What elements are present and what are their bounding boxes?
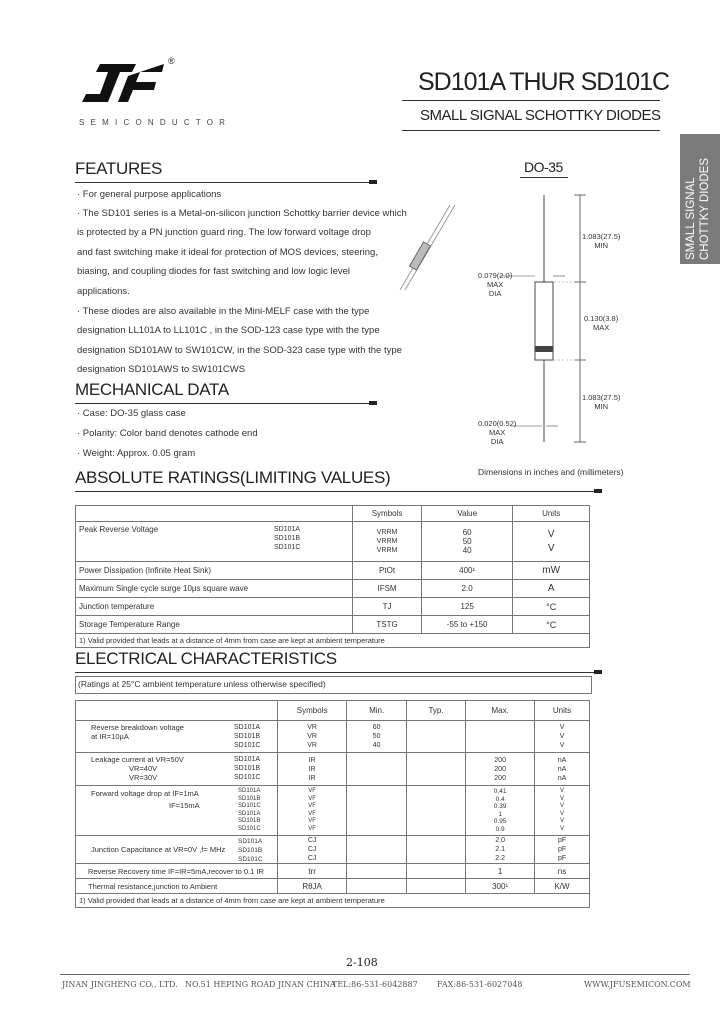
part-number: SD101A xyxy=(234,756,261,763)
dim-text: 0.130(3.8) xyxy=(584,314,619,323)
abs-header-units: Units xyxy=(513,506,590,522)
part-number: SD101B xyxy=(234,765,261,772)
features-heading: FEATURES xyxy=(75,159,163,178)
part-number: SD101C xyxy=(234,774,261,781)
mechanical-rule xyxy=(75,403,377,404)
subtitle-rule xyxy=(402,130,660,131)
el-header-symbols: Symbols xyxy=(277,701,347,721)
max-value: 0.41 xyxy=(493,788,507,795)
page-subtitle: SMALL SIGNAL SCHOTTKY DIODES xyxy=(420,107,661,124)
electrical-note: 1) Valid provided that leads at a distance of 4mm from case are kept at ambient temperature xyxy=(76,894,590,908)
mechanical-heading: MECHANICAL DATA xyxy=(75,380,229,399)
param-label: Peak Reverse Voltage xyxy=(79,525,159,534)
part-number: SD101C xyxy=(238,856,263,863)
part-number: SD101A xyxy=(238,838,263,845)
features-line: · For general purpose applications xyxy=(77,189,222,200)
footer-fax: FAX:86-531-6027048 xyxy=(437,980,523,989)
mechanical-line: · Polarity: Color band denotes cathode end xyxy=(77,428,258,439)
electrical-rule-tick xyxy=(594,670,602,674)
unit: V xyxy=(560,795,565,802)
package-name-underline xyxy=(520,177,568,178)
unit: mW xyxy=(513,562,590,580)
part-number: SD101C xyxy=(238,803,261,809)
max-value: 300¹ xyxy=(466,879,535,894)
company-logo xyxy=(78,62,168,108)
min-value: 50 xyxy=(372,733,381,740)
table-row xyxy=(76,836,590,864)
footer-tel: TEL:86-531-6042887 xyxy=(332,980,418,989)
features-line: applications. xyxy=(77,286,130,297)
electrical-heading: ELECTRICAL CHARACTERISTICS xyxy=(75,649,337,668)
features-line: · The SD101 series is a Metal-on-silicon junction Schottky barrier device which xyxy=(77,208,407,219)
param-label: Thermal resistance,junction to Ambient xyxy=(76,879,278,894)
absolute-rule-tick xyxy=(594,489,602,493)
unit: °C xyxy=(513,616,590,634)
table-row xyxy=(76,879,590,894)
table-row xyxy=(76,616,590,634)
value: 125 xyxy=(421,598,512,616)
table-row xyxy=(76,562,590,580)
features-line: designation LL101A to LL101C , in the SOD-123 case type with the type xyxy=(77,325,380,336)
unit: pF xyxy=(557,846,567,853)
param-label: Junction temperature xyxy=(76,598,353,616)
symbol: CJ xyxy=(307,855,317,862)
unit: V xyxy=(547,528,555,540)
part-number: SD101A xyxy=(274,526,301,533)
unit: V xyxy=(559,733,565,740)
features-line: and fast switching make it ideal for protection of MOS devices, steering, xyxy=(77,247,378,258)
symbol: IR xyxy=(308,774,316,782)
dim-text: 0.079(2.0) xyxy=(478,271,513,280)
absolute-note: 1) Valid provided that leads at a distance of 4mm from case are kept at ambient temperature xyxy=(76,634,590,648)
side-tab xyxy=(680,134,720,264)
value: 60 xyxy=(462,528,472,537)
param-label: Reverse Recovery time IF=IR=5mA,recover to 0.1 IR xyxy=(76,864,278,879)
param-label: IF=15mA xyxy=(169,801,200,810)
dim-text: DIA xyxy=(488,289,502,298)
electrical-rule xyxy=(75,672,602,673)
max-value: 0.4 xyxy=(495,795,505,803)
symbol: IFSM xyxy=(353,580,422,598)
electrical-condition-box xyxy=(75,676,592,694)
features-line: designation SD101AW to SW101CW, in the SOD-323 case type with the type xyxy=(77,345,402,356)
symbol: IR xyxy=(308,765,316,773)
unit: V xyxy=(559,742,565,749)
symbol: TSTG xyxy=(353,616,422,634)
part-number: SD101B xyxy=(238,795,261,802)
dim-text: 1.083(27.5) xyxy=(582,232,621,241)
param-label: Junction Capacitance at VR=0V ,f= MHz xyxy=(91,845,226,854)
title-rule xyxy=(402,100,660,101)
symbol: VF xyxy=(308,803,316,809)
value: 400¹ xyxy=(421,562,512,580)
page-title: SD101A THUR SD101C xyxy=(418,68,670,96)
unit: V xyxy=(547,542,555,554)
unit: °C xyxy=(513,598,590,616)
part-number: SD101B xyxy=(238,847,263,854)
dimensions-caption: Dimensions in inches and (millimeters) xyxy=(478,467,624,477)
company-subtitle: S E M I C O N D U C T O R xyxy=(79,118,227,127)
max-value: 0.95 xyxy=(493,818,507,825)
value: 2.0 xyxy=(421,580,512,598)
part-number: SD101A xyxy=(238,788,261,794)
param-label: Power Dissipation (Infinite Heat Sink) xyxy=(76,562,353,580)
unit: ns xyxy=(535,864,590,879)
el-header-units: Units xyxy=(535,701,590,721)
value: -55 to +150 xyxy=(421,616,512,634)
dim-text: MAX xyxy=(486,280,504,289)
registered-mark: ® xyxy=(168,56,175,66)
symbol: IR xyxy=(308,756,316,764)
footer-rule xyxy=(60,974,690,975)
min-value: 60 xyxy=(372,724,381,731)
dim-lead-top xyxy=(582,232,620,250)
symbol: CJ xyxy=(307,837,317,844)
el-header-typ: Typ. xyxy=(406,701,465,721)
unit: pF xyxy=(557,837,567,844)
part-number: SD101B xyxy=(234,733,261,740)
part-number: SD101C xyxy=(234,742,261,749)
table-row xyxy=(76,580,590,598)
features-line: biasing, and coupling diodes for fast switching and low logic level xyxy=(77,266,351,277)
symbol: VRRM xyxy=(376,547,398,554)
symbol: VRRM xyxy=(376,538,398,545)
features-rule xyxy=(75,182,377,183)
min-value: 40 xyxy=(372,742,381,749)
page-number: 2-108 xyxy=(346,956,378,969)
symbol: TJ xyxy=(353,598,422,616)
param-label: VR=40V xyxy=(129,764,158,773)
absolute-heading: ABSOLUTE RATINGS(LIMITING VALUES) xyxy=(75,468,391,487)
features-line: designation SD101AWS to SW101CWS xyxy=(77,364,246,375)
dim-body-length xyxy=(584,314,618,332)
symbol: trr xyxy=(277,864,347,879)
symbol: CJ xyxy=(307,846,317,853)
max-value: 200 xyxy=(494,765,506,773)
symbol: VF xyxy=(308,810,316,817)
unit: pF xyxy=(557,855,567,862)
dim-text: MAX xyxy=(489,428,506,437)
absolute-rule xyxy=(75,491,602,492)
dim-lead-bottom xyxy=(582,393,620,411)
dim-text: 0.020(0.52) xyxy=(478,419,517,428)
side-tab-line-1: SMALL SIGNAL xyxy=(685,177,697,260)
unit: V xyxy=(560,788,565,794)
el-header-max: Max. xyxy=(466,701,535,721)
max-value: 2.1 xyxy=(495,846,505,853)
dim-text: 1.083(27.5) xyxy=(582,393,621,402)
max-value: 200 xyxy=(494,756,506,764)
symbol: VF xyxy=(308,825,316,832)
param-label: Reverse breakdown voltage xyxy=(91,723,184,732)
max-value: 1 xyxy=(466,864,535,879)
dim-text: MAX xyxy=(592,323,610,332)
dim-text: MIN xyxy=(594,241,609,250)
absolute-ratings-table xyxy=(75,505,590,648)
mechanical-line: · Case: DO-35 glass case xyxy=(77,408,186,419)
symbol: VR xyxy=(307,724,317,731)
symbol: VF xyxy=(308,818,316,824)
mechanical-rule-tick xyxy=(369,401,377,405)
unit: nA xyxy=(557,774,567,782)
unit: V xyxy=(559,724,565,731)
unit: nA xyxy=(557,756,567,764)
symbol: VRRM xyxy=(376,529,398,536)
dim-wire-dia xyxy=(478,419,516,446)
unit: V xyxy=(560,825,565,832)
features-line: · These diodes are also available in the Mini-MELF case with the type xyxy=(77,306,370,317)
symbol: VR xyxy=(307,733,317,740)
mechanical-line: · Weight: Approx. 0.05 gram xyxy=(77,448,196,459)
part-number: SD101C xyxy=(238,825,261,832)
table-row xyxy=(76,864,590,879)
param-label: Storage Temperature Range xyxy=(76,616,353,634)
dim-text: MIN xyxy=(594,402,609,411)
symbol: VR xyxy=(307,742,317,749)
max-value: 0.39 xyxy=(493,803,507,810)
table-row xyxy=(76,721,590,753)
electrical-table xyxy=(75,700,590,908)
param-label: VR=30V xyxy=(129,773,158,782)
param-label: at IR=10µA xyxy=(91,732,129,741)
param-label: Leakage current at VR=50V xyxy=(91,755,184,764)
max-value: 2.2 xyxy=(495,855,505,862)
max-value: 0.9 xyxy=(495,825,505,833)
package-name: DO-35 xyxy=(524,159,563,175)
table-row xyxy=(76,522,590,562)
symbol: VF xyxy=(308,795,316,802)
footer-address: NO.51 HEPING ROAD JINAN CHINA xyxy=(185,980,336,989)
max-value: 2.0 xyxy=(495,837,505,844)
unit: V xyxy=(560,803,565,809)
unit: V xyxy=(560,818,565,824)
features-line: is protected by a PN junction guard ring. The low forward voltage drop xyxy=(77,227,371,238)
abs-header-symbols: Symbols xyxy=(353,506,422,522)
el-header-min: Min. xyxy=(347,701,406,721)
footer-website[interactable]: WWW.JFUSEMICON.COM xyxy=(584,980,691,989)
unit: nA xyxy=(557,765,567,773)
abs-header-value: Value xyxy=(421,506,512,522)
dim-text: DIA xyxy=(490,437,504,446)
part-number: SD101C xyxy=(274,544,301,551)
features-rule-tick xyxy=(369,180,377,184)
table-row xyxy=(76,786,590,836)
part-number: SD101A xyxy=(238,810,261,817)
footer-company: JINAN JINGHENG CO., LTD. xyxy=(62,980,178,989)
value: 40 xyxy=(462,546,472,555)
part-number: SD101B xyxy=(238,818,261,824)
param-label: Maximum Single cycle surge 10µs square wave xyxy=(76,580,353,598)
max-value: 200 xyxy=(494,774,506,782)
part-number: SD101B xyxy=(274,535,301,542)
electrical-condition: (Ratings at 25°C ambient temperature unless otherwise specified) xyxy=(78,679,326,689)
dim-lead-dia xyxy=(478,271,512,298)
param-label: Forward voltage drop at IF=1mA xyxy=(91,789,199,798)
symbol: PtOt xyxy=(353,562,422,580)
part-number: SD101A xyxy=(234,724,261,731)
max-value: 1 xyxy=(498,810,502,818)
unit: K/W xyxy=(535,879,590,894)
table-row xyxy=(76,753,590,786)
unit: V xyxy=(560,810,565,817)
side-tab-line-2: CHOTTKY DIODES xyxy=(699,157,711,260)
symbol: VF xyxy=(308,788,316,794)
value: 50 xyxy=(462,537,472,546)
unit: A xyxy=(513,580,590,598)
table-row xyxy=(76,598,590,616)
symbol: RθJA xyxy=(277,879,347,894)
